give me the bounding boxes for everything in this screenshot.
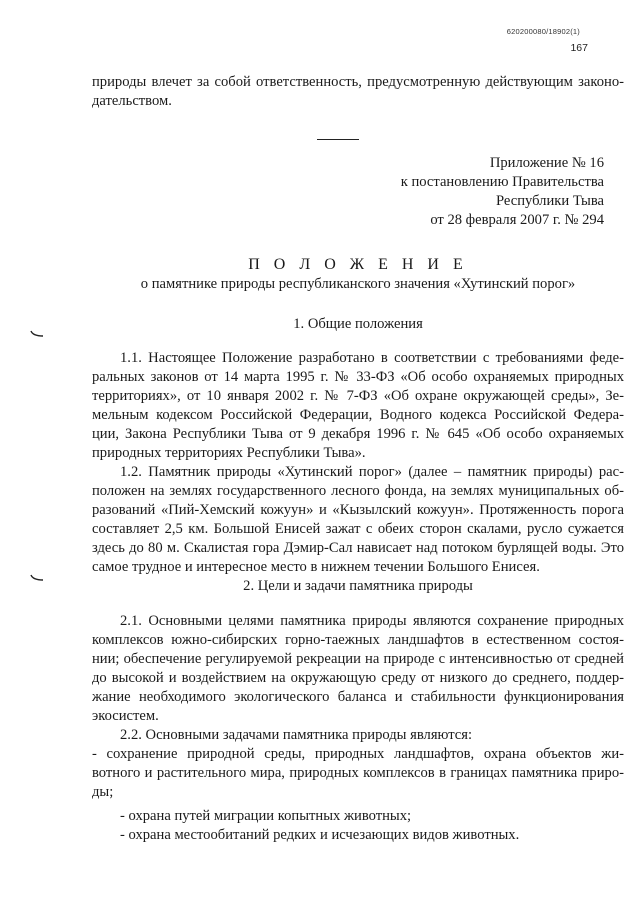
document-subheading: о памятнике природы республиканского значения «Хутинский порог» <box>140 276 576 292</box>
annex-line-4: от 28 февраля 2007 г. № 294 <box>430 212 604 228</box>
annex-line-1: Приложение № 16 <box>489 155 604 171</box>
section-2-title: 2. Цели и задачи памятника природы <box>243 578 473 594</box>
section-1-line: ции, Закона Республики Тыва от 9 декабря 1996 г. № 645 «Об особо охраняемых <box>92 426 624 442</box>
page-number: 167 <box>570 42 588 54</box>
section-1-line: территориях», от 10 января 2002 г. № 7-ФЗ «Об охране окружающей среды», Зе- <box>92 388 624 404</box>
section-2-line: - сохранение природной среды, природных ландшафтов, охрана объектов жи- <box>92 746 624 762</box>
section-1-line: природных территориях Республики Тыва». <box>92 445 366 461</box>
annex-block <box>380 154 604 230</box>
section-2-line: нии; обеспечение регулируемой рекреации на природе с интенсивностью от средней <box>92 651 624 667</box>
section-1-line: самое трудное и интересное место в нижнем течении Большого Енисея. <box>92 559 540 575</box>
document-heading: П О Л О Ж Е Н И Е <box>248 256 468 273</box>
intro-line-1: природы влечет за собой ответственность, предусмотренную действующим законо- <box>92 74 624 90</box>
section-1-line: 1.2. Памятник природы «Хутинский порог» (далее – памятник природы) рас- <box>120 464 624 480</box>
section-1-line: разований «Пий-Хемский кожуун» и «Кызылский кожуун». Протяженность порога <box>92 502 624 518</box>
section-1-line: здесь до 80 м. Скалистая гора Дэмир-Сал нависает над потоком бурлящей воды. Это <box>92 540 624 556</box>
annex-line-2: к постановлению Правительства <box>400 174 604 190</box>
section-2-line: 2.2. Основными задачами памятника природы являются: <box>120 727 473 743</box>
section-2-line: комплексов южно-сибирских горно-таежных ландшафтов в естественном состоя- <box>92 632 624 648</box>
section-2-line: экосистем. <box>92 708 159 724</box>
section-1-line: ральных законов от 14 марта 1995 г. № 33-ФЗ «Об особо охраняемых природных <box>92 369 624 385</box>
separator-line <box>317 139 359 140</box>
section-2-line: вотного и растительного мира, природных комплексов в границах памятника приро- <box>92 765 624 781</box>
section-2-line: - охрана местообитаний редких и исчезающих видов животных. <box>120 827 520 843</box>
annex-line-3: Республики Тыва <box>495 193 604 209</box>
margin-bracket-icon <box>30 574 44 582</box>
section-1-line: положен на землях государственного лесного фонда, на землях муниципальных об- <box>92 483 624 499</box>
section-2-line: жание необходимого экологического баланса и стабильности функционирования <box>92 689 624 705</box>
section-2-line: 2.1. Основными целями памятника природы являются сохранение природных <box>120 613 624 629</box>
document-id: 620200080/18902(1) <box>506 27 580 36</box>
section-2-line: ды; <box>92 784 114 800</box>
section-2-line: - охрана путей миграции копытных животных; <box>120 808 412 824</box>
section-1-line: мельным кодексом Российской Федерации, Водного кодекса Российской Федера- <box>92 407 624 423</box>
section-1-line: 1.1. Настоящее Положение разработано в соответствии с требованиями феде- <box>120 350 624 366</box>
intro-line-2: дательством. <box>92 93 172 109</box>
section-1-title: 1. Общие положения <box>293 316 423 332</box>
section-1-line: составляет 2,5 км. Большой Енисей зажат с обеих сторон скалами, русло сужается <box>92 521 624 537</box>
section-2-line: до высокой и воздействием на окружающую среду от низкого до среднего, поддер- <box>92 670 624 686</box>
margin-bracket-icon <box>30 330 44 338</box>
